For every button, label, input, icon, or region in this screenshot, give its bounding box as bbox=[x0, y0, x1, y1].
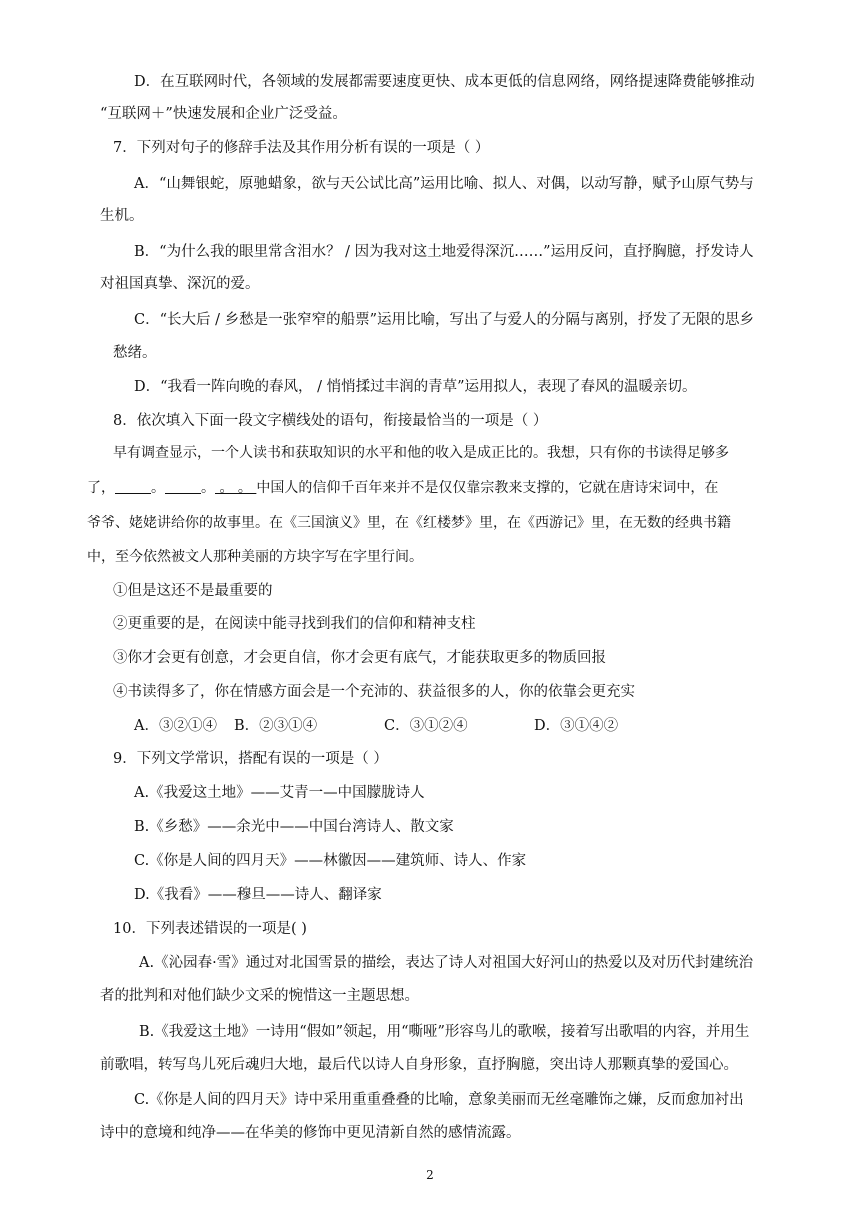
q8-sentence-1: ①但是这还不是最重要的 bbox=[113, 583, 273, 599]
q8-option-a: A．③②①④ bbox=[134, 718, 217, 734]
q8-blank-sep-1: 。 bbox=[151, 480, 165, 496]
q7-option-c-line2: 愁绪。 bbox=[113, 345, 157, 361]
q8-passage-line3: 爷爷、姥姥讲给你的故事里。在《三国演义》里，在《红楼梦》里，在《西游记》里，在无数的经典书籍 bbox=[87, 515, 731, 531]
q8-option-b: B．②③①④ bbox=[234, 718, 318, 734]
q8-blank-sep-2: 。 bbox=[201, 480, 215, 496]
q10-option-c-line1: C.《你是人间的四月天》诗中采用重重叠叠的比喻，意象美丽而无丝毫雕饰之嫌，反而愈加衬出 bbox=[134, 1092, 744, 1108]
q9-option-b: B.《乡愁》——余光中——中国台湾诗人、散文家 bbox=[134, 819, 454, 835]
q9-stem: 9．下列文学常识，搭配有误的一项是（ ） bbox=[113, 751, 388, 767]
q10-option-b-line2: 前歌唱，转写鸟儿死后魂归大地，最后代以诗人自身形象，直抒胸臆，突出诗人那颗真挚的爱国心。 bbox=[100, 1057, 738, 1073]
q10-option-a-line1: A.《沁园春·雪》通过对北国雪景的描绘，表达了诗人对祖国大好河山的热爱以及对历代封建统治 bbox=[139, 955, 754, 971]
q8-passage-line4: 中，至今依然被文人那种美丽的方块字写在字里行间。 bbox=[87, 549, 423, 565]
q8-passage-end: 中国人的信仰千百年来并不是仅仅靠宗教来支撑的，它就在唐诗宋词中，在 bbox=[256, 480, 719, 496]
q8-passage-line1: 早有调查显示，一个人读书和获取知识的水平和他的收入是成正比的。我想，只有你的书读得足够多 bbox=[113, 445, 729, 461]
q8-sentence-4: ④书读得多了，你在情感方面会是一个充沛的、获益很多的人，你的依靠会更充实 bbox=[113, 684, 635, 700]
q8-blank-1 bbox=[115, 479, 151, 494]
q7-stem: 7．下列对句子的修辞手法及其作用分析有误的一项是（ ） bbox=[113, 140, 490, 156]
q7-option-d: D．“我看一阵向晚的春风， / 悄悄揉过丰润的青草”运用拟人，表现了春风的温暖亲切。 bbox=[134, 379, 697, 395]
q8-blank-3-4: 。 。 bbox=[215, 480, 257, 496]
q8-passage-start: 了， bbox=[87, 480, 115, 496]
q9-option-a: A.《我爱这土地》——艾青一—中国朦胧诗人 bbox=[134, 785, 425, 801]
q8-sentence-3: ③你才会更有创意，才会更自信，你才会更有底气，才能获取更多的物质回报 bbox=[113, 650, 606, 666]
q7-option-a-line1: A．“山舞银蛇，原驰蜡象，欲与天公试比高”运用比喻、拟人、对偶，以动写静，赋予山原气势与 bbox=[134, 176, 754, 192]
q10-option-c-line2: 诗中的意境和纯净——在华美的修饰中更见清新自然的感情流露。 bbox=[100, 1125, 521, 1141]
q10-stem: 10．下列表述错误的一项是( ) bbox=[113, 921, 307, 937]
q6-option-d-line2: “互联网＋”快速发展和企业广泛受益。 bbox=[100, 106, 347, 122]
q7-option-a-line2: 生机。 bbox=[100, 208, 144, 224]
q8-blank-2 bbox=[165, 479, 201, 494]
q10-option-b-line1: B.《我爱这土地》一诗用“假如”领起，用“嘶哑”形容鸟儿的歌喉，接着写出歌唱的内容，并用生 bbox=[139, 1024, 750, 1040]
q10-option-a-line2: 者的批判和对他们缺少文采的惋惜这一主题思想。 bbox=[100, 988, 419, 1004]
q7-option-c-line1: C．“长大后 / 乡愁是一张窄窄的船票”运用比喻，写出了与爱人的分隔与离别，抒发了无限的思乡 bbox=[134, 312, 755, 328]
q8-options-row bbox=[134, 716, 618, 736]
q8-stem: 8．依次填入下面一段文字横线处的语句，衔接最恰当的一项是（ ） bbox=[113, 413, 548, 429]
q8-option-d: D．③①④② bbox=[534, 718, 619, 734]
q8-passage-line2 bbox=[87, 478, 718, 498]
page-number: 2 bbox=[426, 1168, 434, 1182]
q9-option-d: D.《我看》——穆旦——诗人、翻译家 bbox=[134, 887, 382, 903]
q8-option-c: C．③①②④ bbox=[384, 718, 468, 734]
q6-option-d-line1: D．在互联网时代，各领域的发展都需要速度更快、成本更低的信息网络，网络提速降费能够推动 bbox=[134, 74, 755, 90]
q9-option-c: C.《你是人间的四月天》——林徽因——建筑师、诗人、作家 bbox=[134, 853, 527, 869]
q7-option-b-line2: 对祖国真挚、深沉的爱。 bbox=[100, 276, 260, 292]
q7-option-b-line1: B．“为什么我的眼里常含泪水？ / 因为我对这土地爱得深沉……”运用反问，直抒胸臆，抒发诗人 bbox=[134, 244, 754, 260]
q8-sentence-2: ②更重要的是，在阅读中能寻找到我们的信仰和精神支柱 bbox=[113, 616, 476, 632]
